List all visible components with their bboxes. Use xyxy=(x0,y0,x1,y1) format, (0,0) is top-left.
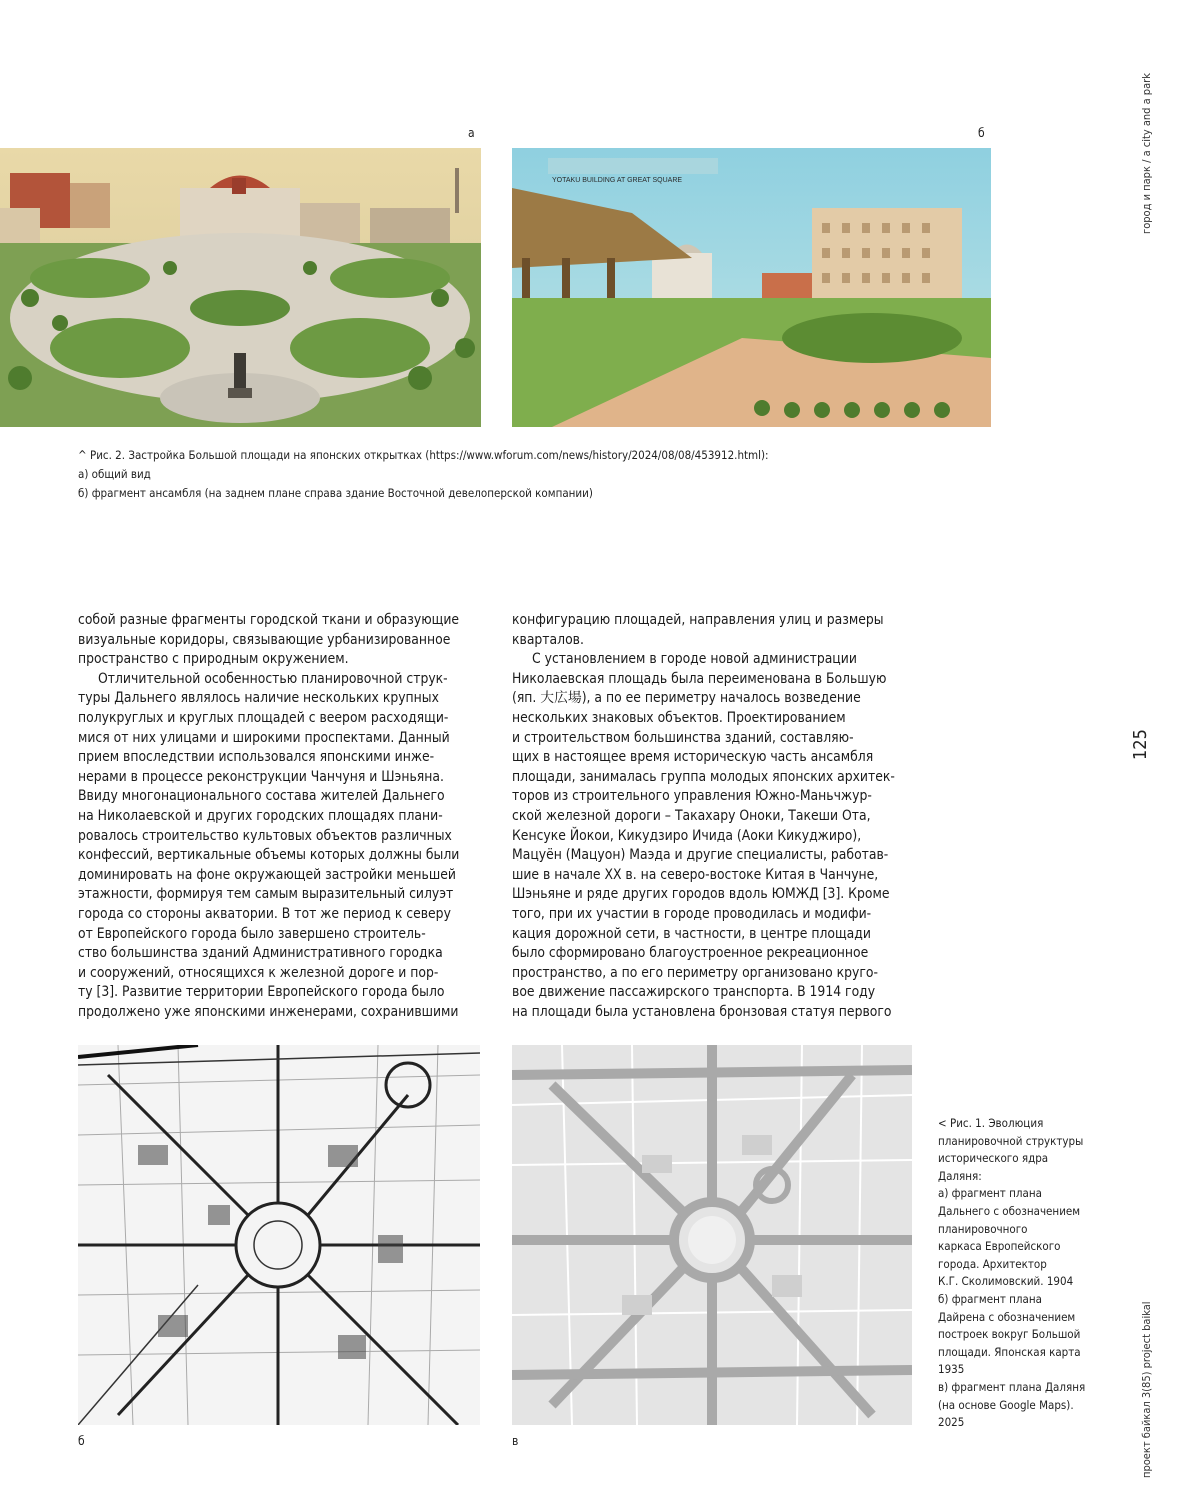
caption-line: 1935 xyxy=(938,1362,965,1377)
caption-line: Дайрена с обозначением xyxy=(938,1309,1076,1324)
caption-line: а) общий вид xyxy=(78,467,151,481)
caption-line: исторического ядра xyxy=(938,1151,1049,1166)
postcard-inscription: YOTAKU BUILDING AT GREAT SQUARE xyxy=(552,177,683,184)
body-left-column xyxy=(78,611,459,1022)
body-line: города со стороны акватории. В тот же период к северу xyxy=(78,905,451,922)
caption-line: города. Архитектор xyxy=(938,1256,1047,1271)
body-line: собой разные фрагменты городской ткани и образующие xyxy=(78,612,460,628)
figure-1-caption xyxy=(938,1115,1098,1432)
body-line: шие в начале XX в. на северо-востоке Китая в Чанчуне, xyxy=(512,866,879,883)
journal-title: проект байкал 3(85) project baikal xyxy=(1140,1301,1153,1478)
body-line: доминировать на фоне окружающей застройки меньшей xyxy=(78,866,456,883)
body-line: конфигурацию площадей, направления улиц и размеры xyxy=(512,612,884,628)
body-line: на Николаевской и других городских площадях плани- xyxy=(78,807,443,824)
body-line: того, при их участии в городе проводилась и модифи- xyxy=(512,905,872,922)
body-line: кация дорожной сети, в частности, в центре площади xyxy=(512,925,871,942)
figure-label-b-map: б xyxy=(78,1434,85,1448)
caption-line: ^ Рис. 2. Застройка Большой площади на японских открытках (https://www.wforum.com/news/history/2024/08/08/453912.html): xyxy=(78,448,769,462)
body-line: туры Дальнего являлось наличие нескольких крупных xyxy=(78,690,439,707)
map-historic-plan-1935 xyxy=(78,1045,480,1425)
running-title: город и парк / a city and a park xyxy=(1140,73,1153,234)
map-modern-plan-2025 xyxy=(512,1045,912,1425)
body-line: было сформировано благоустроенное рекреационное xyxy=(512,945,869,962)
body-line: на площади была установлена бронзовая статуя первого xyxy=(512,1003,892,1020)
body-line: С установлением в городе новой администрации xyxy=(532,651,857,668)
caption-line: (на основе Google Maps). xyxy=(938,1397,1074,1412)
body-right-column xyxy=(512,611,895,1022)
caption-line: планировочной структуры xyxy=(938,1133,1084,1148)
caption-line: < Рис. 1. Эволюция xyxy=(938,1116,1044,1130)
body-line: и строительством большинства зданий, составляю- xyxy=(512,729,854,746)
body-line: нерами в процессе реконструкции Чанчуня и Шэньяна. xyxy=(78,768,444,785)
body-line: пространство с природным окружением. xyxy=(78,651,349,668)
body-line: площади, занималась группа молодых японских архитек- xyxy=(512,768,895,785)
body-line: и сооружений, относящихся к железной дороге и пор- xyxy=(78,964,439,981)
caption-line: площади. Японская карта xyxy=(938,1344,1081,1359)
caption-line: планировочного xyxy=(938,1221,1028,1236)
body-line: ту [3]. Развитие территории Европейского города было xyxy=(78,984,445,1001)
body-line: (яп. 大広場), а по ее периметру началось возведение xyxy=(512,690,861,707)
body-line: торов из строительного управления Южно-Маньчжур- xyxy=(512,788,872,805)
body-line: продолжено уже японскими инженерами, сохранившими xyxy=(78,1003,459,1020)
body-line: Ввиду многонационального состава жителей Дальнего xyxy=(78,788,445,805)
body-line: нескольких знаковых объектов. Проектированием xyxy=(512,709,846,726)
figure-label-b: б xyxy=(978,126,985,140)
figure-label-v-map: в xyxy=(512,1434,519,1448)
figure-label-a: а xyxy=(468,126,475,140)
caption-line: Дальнего с обозначением xyxy=(938,1203,1081,1218)
caption-line: построек вокруг Большой xyxy=(938,1327,1081,1342)
body-line: этажности, формируя тем самым выразительный силуэт xyxy=(78,886,454,903)
body-line: Отличительной особенностью планировочной струк- xyxy=(98,670,448,687)
caption-line: Даляня: xyxy=(938,1168,982,1183)
body-line: Кенсуке Йокои, Кикудзиро Ичида (Аоки Кикуджиро), xyxy=(512,827,862,844)
body-line: прием впоследствии использовался японскими инже- xyxy=(78,749,435,766)
caption-line: б) фрагмент ансамбля (на заднем плане справа здание Восточной девелоперской компании) xyxy=(78,486,593,500)
body-line: ровалось строительство культовых объектов различных xyxy=(78,827,452,844)
body-line: Мацуён (Мацуон) Маэда и другие специалисты, работав- xyxy=(512,847,889,864)
body-line: конфессий, вертикальные объемы которых должны были xyxy=(78,847,460,864)
caption-line: б) фрагмент плана xyxy=(938,1291,1042,1306)
figure-2-caption xyxy=(78,446,898,503)
body-line: Шэньяне и ряде других городов вдоль ЮМЖД [3]. Кроме xyxy=(512,886,890,903)
caption-line: а) фрагмент плана xyxy=(938,1186,1042,1201)
body-line: ской железной дороги – Такахару Оноки, Такеши Ота, xyxy=(512,807,871,824)
body-line: Николаевская площадь была переименована в Большую xyxy=(512,670,887,687)
body-line: ство большинства зданий Административного городка xyxy=(78,945,443,962)
caption-line: в) фрагмент плана Даляня xyxy=(938,1379,1086,1394)
body-line: щих в настоящее время историческую часть ансамбля xyxy=(512,749,874,766)
body-line: полукруглых и круглых площадей с веером расходящи- xyxy=(78,709,449,726)
body-line: кварталов. xyxy=(512,631,584,648)
body-line: пространство, а по его периметру организовано круго- xyxy=(512,964,878,981)
photo-great-square-general-view xyxy=(0,148,481,427)
body-line: от Европейского города было завершено строитель- xyxy=(78,925,426,942)
page-number: 125 xyxy=(1130,729,1151,760)
caption-line: К.Г. Сколимовский. 1904 xyxy=(938,1274,1074,1289)
photo-toyo-takushoku-building xyxy=(512,148,991,427)
caption-line: 2025 xyxy=(938,1415,965,1430)
body-line: мися от них улицами и широкими проспектами. Данный xyxy=(78,729,450,746)
body-line: вое движение пассажирского транспорта. В 1914 году xyxy=(512,984,876,1001)
caption-line: каркаса Европейского xyxy=(938,1239,1061,1254)
body-line: визуальные коридоры, связывающие урбанизированное xyxy=(78,631,451,648)
